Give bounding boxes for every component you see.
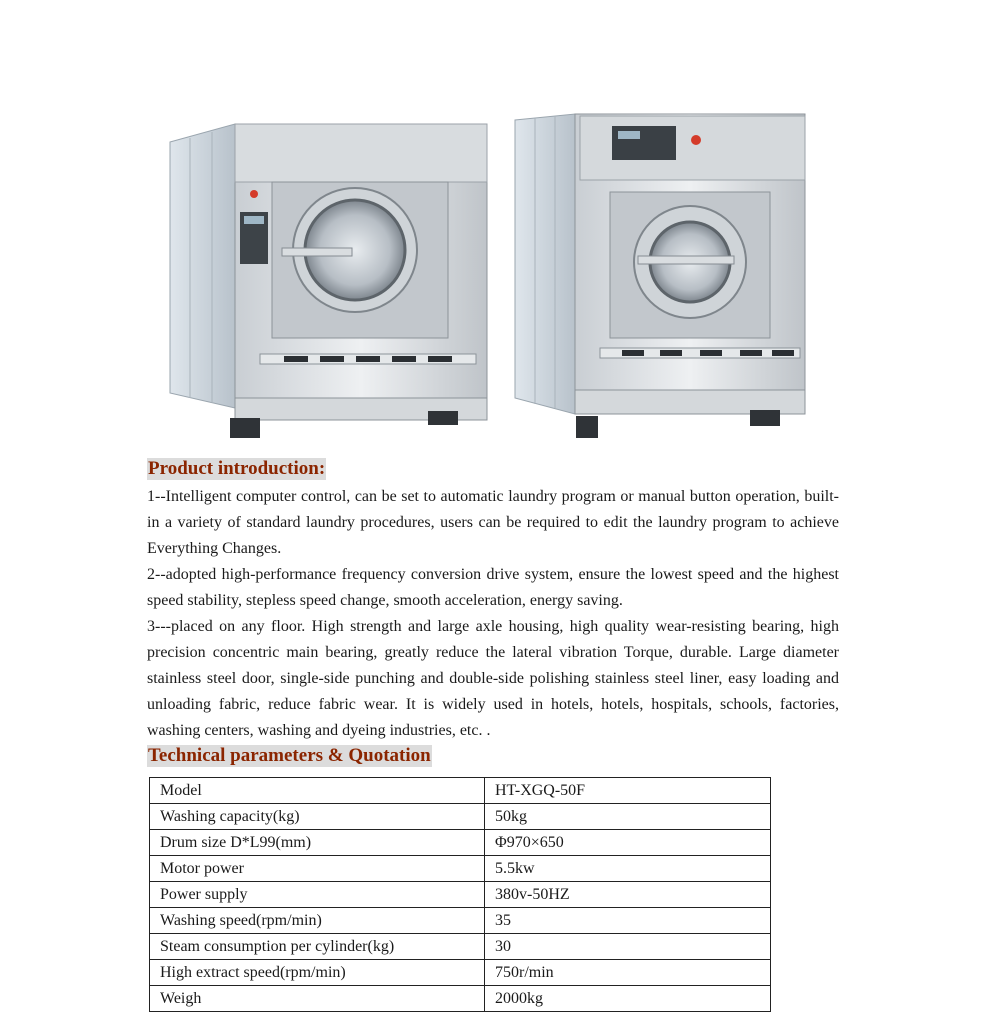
param-label: High extract speed(rpm/min) bbox=[150, 960, 485, 986]
table-row bbox=[150, 830, 771, 856]
param-label: Drum size D*L99(mm) bbox=[150, 830, 485, 856]
param-value: 2000kg bbox=[485, 986, 771, 1012]
param-value: 35 bbox=[485, 908, 771, 934]
param-value: HT-XGQ-50F bbox=[485, 778, 771, 804]
param-value: Φ970×650 bbox=[485, 830, 771, 856]
param-label: Model bbox=[150, 778, 485, 804]
param-label: Weigh bbox=[150, 986, 485, 1012]
table-row bbox=[150, 882, 771, 908]
product-introduction-text bbox=[147, 484, 839, 744]
right-washer-image bbox=[515, 114, 805, 438]
technical-parameters-table bbox=[149, 777, 771, 1012]
param-label: Power supply bbox=[150, 882, 485, 908]
param-label: Washing speed(rpm/min) bbox=[150, 908, 485, 934]
product-photos bbox=[160, 108, 820, 448]
param-value: 750r/min bbox=[485, 960, 771, 986]
param-label: Steam consumption per cylinder(kg) bbox=[150, 934, 485, 960]
intro-paragraph-2: 2--adopted high-performance frequency conversion drive system, ensure the lowest speed and the highest speed stability, stepless speed change, smooth acceleration, energy saving. bbox=[147, 566, 839, 609]
intro-paragraph-3: 3---placed on any floor. High strength and large axle housing, high quality wear-resisting bearing, high precision concentric main bearing, greatly reduce the lateral vibration Torque, durable. Large diameter stainless steel door, single-side punching and double-side polishing stainless steel liner, easy loading and unloading fabric, reduce fabric wear. It is widely used in hotels, hotels, hospitals, schools, factories, washing centers, washing and dyeing industries, etc. . bbox=[147, 618, 839, 739]
table-row bbox=[150, 960, 771, 986]
param-value: 50kg bbox=[485, 804, 771, 830]
param-label: Motor power bbox=[150, 856, 485, 882]
table-row bbox=[150, 856, 771, 882]
technical-parameters-heading: Technical parameters & Quotation bbox=[148, 745, 431, 766]
param-value: 380v-50HZ bbox=[485, 882, 771, 908]
table-row bbox=[150, 778, 771, 804]
product-introduction-heading: Product introduction: bbox=[148, 458, 326, 479]
table-row bbox=[150, 908, 771, 934]
intro-paragraph-1: 1--Intelligent computer control, can be set to automatic laundry program or manual button operation, built-in a variety of standard laundry procedures, users can be required to edit the laundry program to achieve Everything Changes. bbox=[147, 488, 839, 557]
param-label: Washing capacity(kg) bbox=[150, 804, 485, 830]
table-row bbox=[150, 986, 771, 1012]
param-value: 5.5kw bbox=[485, 856, 771, 882]
table-row bbox=[150, 804, 771, 830]
left-washer-image bbox=[170, 124, 487, 438]
table-row bbox=[150, 934, 771, 960]
param-value: 30 bbox=[485, 934, 771, 960]
